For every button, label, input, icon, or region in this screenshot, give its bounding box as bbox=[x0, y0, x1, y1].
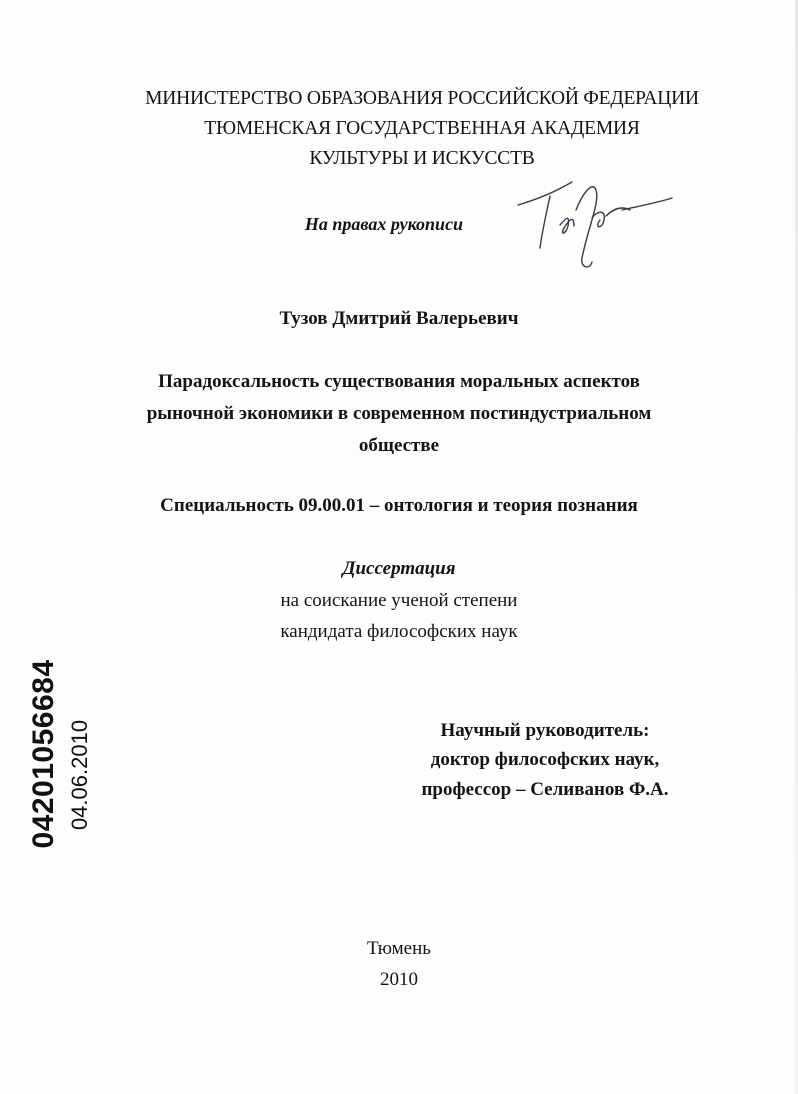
dissertation-line-2: кандидата философских наук bbox=[280, 621, 518, 642]
year: 2010 bbox=[380, 969, 418, 990]
city: Тюмень bbox=[367, 938, 431, 959]
title-line-2: рыночной экономики в современном постиндустриальном bbox=[146, 403, 652, 424]
supervisor-degree: доктор философских наук, bbox=[430, 749, 660, 770]
author-name: Тузов Дмитрий Валерьевич bbox=[279, 308, 519, 329]
dissertation-label: Диссертация bbox=[342, 558, 456, 579]
title-line-1: Парадоксальность существования моральных аспектов bbox=[158, 371, 640, 392]
title-line-3: обществе bbox=[358, 435, 440, 456]
signature bbox=[510, 170, 680, 280]
academy-line-2: КУЛЬТУРЫ И ИСКУССТВ bbox=[309, 148, 535, 169]
academy-line: ТЮМЕНСКАЯ ГОСУДАРСТВЕННАЯ АКАДЕМИЯ bbox=[204, 118, 640, 139]
library-stamp-date: 04.06.2010 bbox=[67, 719, 92, 831]
library-stamp-number: 04201056684 bbox=[27, 659, 60, 849]
ministry-line: МИНИСТЕРСТВО ОБРАЗОВАНИЯ РОССИЙСКОЙ ФЕДЕРАЦИИ bbox=[145, 88, 699, 109]
specialty: Специальность 09.00.01 – онтология и теория познания bbox=[160, 495, 638, 516]
signature-text: Тузов bbox=[510, 278, 513, 279]
supervisor-label: Научный руководитель: bbox=[440, 720, 650, 741]
manuscript-note: На правах рукописи bbox=[304, 214, 464, 234]
dissertation-line-1: на соискание ученой степени bbox=[280, 590, 518, 611]
supervisor-name: профессор – Селиванов Ф.А. bbox=[421, 779, 669, 800]
